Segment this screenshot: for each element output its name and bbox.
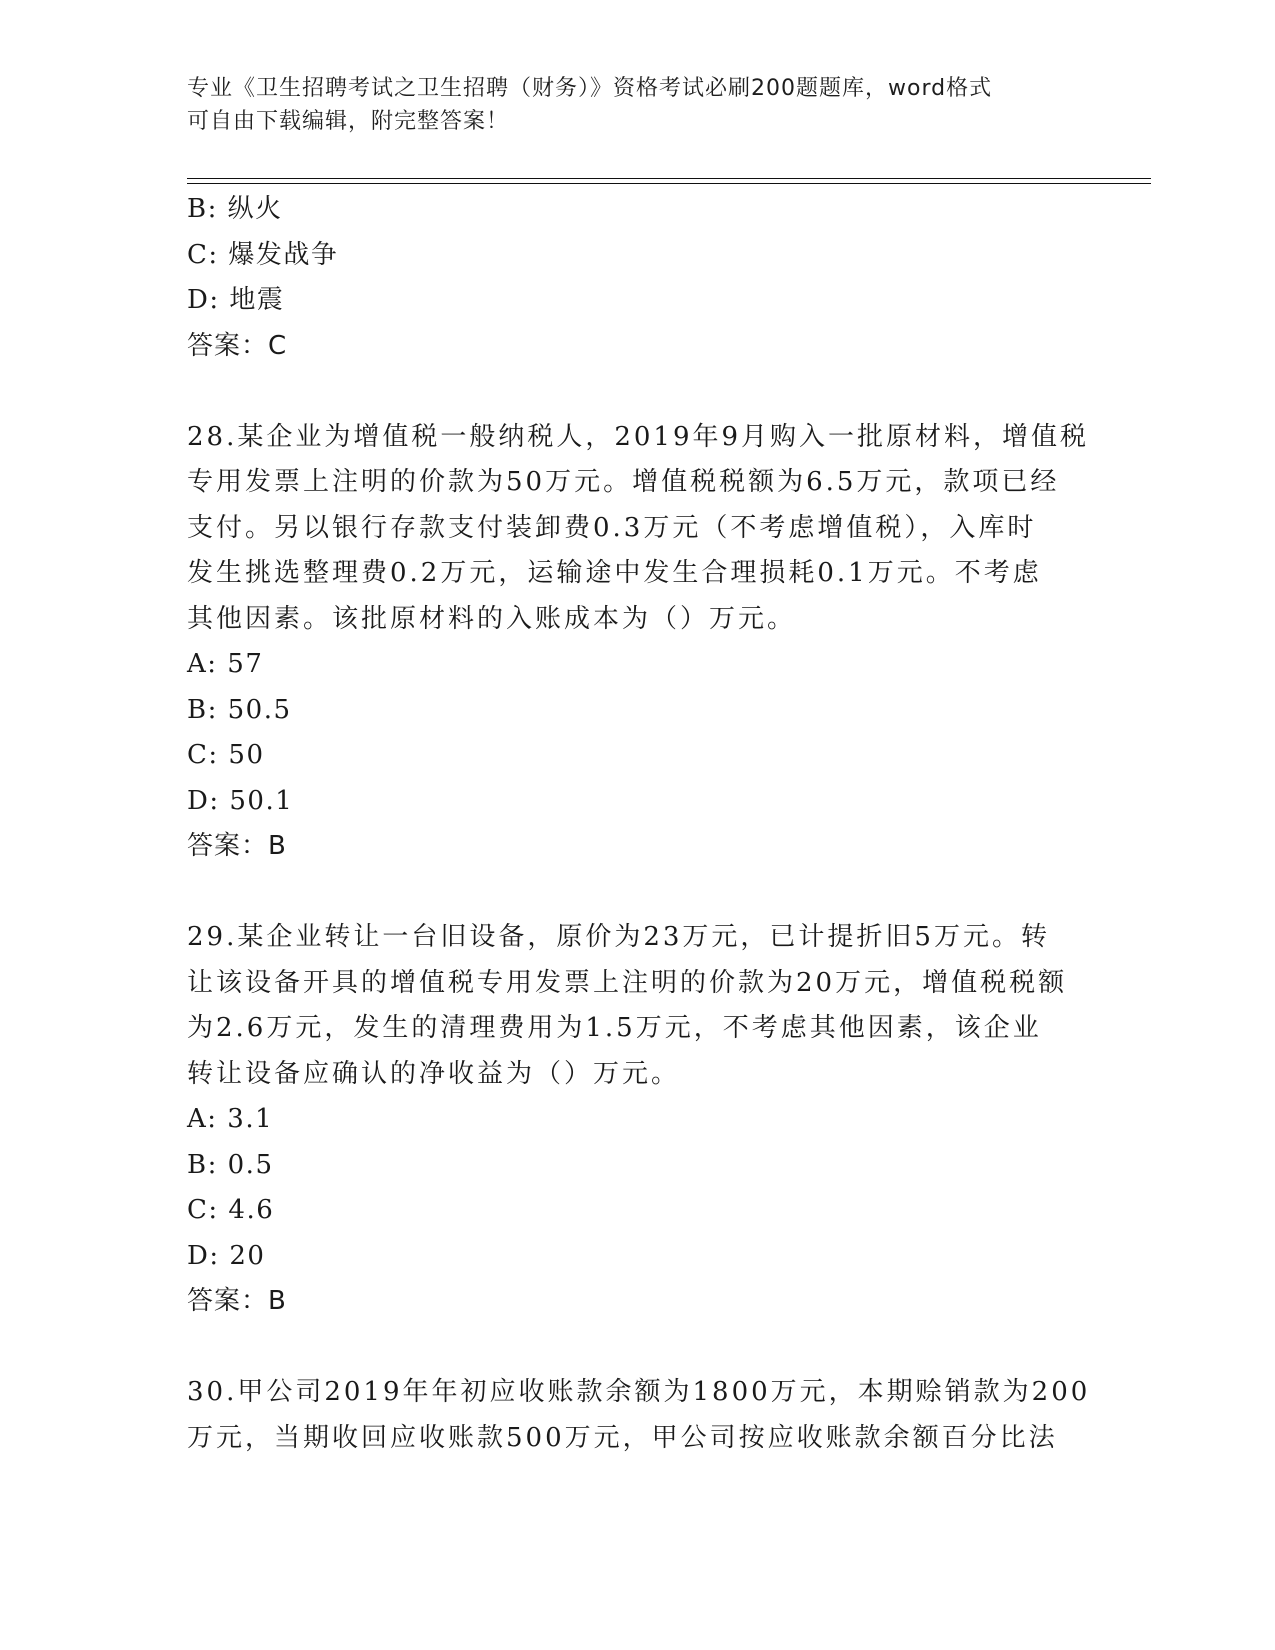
header-line-1: 专业《卫生招聘考试之卫生招聘（财务）》资格考试必刷200题题库，word格式 (187, 76, 993, 101)
option-a: A: 57 (187, 649, 264, 679)
question-text-line: 让该设备开具的增值税专用发票上注明的价款为20万元，增值税税额 (187, 967, 1068, 998)
option-c: C: 爆发战争 (187, 239, 339, 270)
question-text-line: 发生挑选整理费0.2万元，运输途中发生合理损耗0.1万元。不考虑 (187, 558, 1042, 588)
prev-question-block (187, 187, 1087, 369)
spacer (187, 870, 1087, 916)
question-28 (187, 415, 1090, 870)
question-text-line: 专用发票上注明的价款为50万元。增值税税额为6.5万元，款项已经 (187, 467, 1060, 497)
option-d: D: 地震 (187, 285, 285, 315)
question-30 (187, 1370, 1091, 1461)
question-text-line: 支付。另以银行存款支付装卸费0.3万元（不考虑增值税），入库时 (187, 512, 1037, 543)
answer-line: 答案：B (187, 831, 287, 861)
question-text-line: 其他因素。该批原材料的入账成本为（）万元。 (187, 603, 797, 634)
option-b: B: 0.5 (187, 1149, 274, 1180)
question-text-line: 为2.6万元，发生的清理费用为1.5万元，不考虑其他因素，该企业 (187, 1013, 1042, 1043)
question-text-line: 30.甲公司2019年年初应收账款余额为1800万元，本期赊销款为200 (187, 1377, 1091, 1407)
question-text-line: 28.某企业为增值税一般纳税人，2019年9月购入一批原材料，增值税 (187, 421, 1090, 452)
document-header (187, 72, 1067, 138)
option-d: D: 20 (187, 1240, 266, 1271)
option-a: A: 3.1 (187, 1104, 274, 1134)
question-29 (187, 915, 1087, 1325)
option-c: C: 50 (187, 740, 265, 770)
document-body (187, 187, 1091, 1461)
header-divider-top (187, 178, 1151, 179)
option-d: D: 50.1 (187, 785, 294, 816)
answer-line: 答案：B (187, 1286, 287, 1316)
spacer (187, 1325, 1087, 1371)
question-text-line: 29.某企业转让一台旧设备，原价为23万元，已计提折旧5万元。转 (187, 922, 1050, 952)
spacer (187, 369, 1087, 415)
question-text-line: 万元，当期收回应收账款500万元，甲公司按应收账款余额百分比法 (187, 1422, 1058, 1453)
header-divider-bottom (187, 183, 1151, 184)
question-text-line: 转让设备应确认的净收益为（）万元。 (187, 1058, 681, 1089)
answer-line: 答案：C (187, 330, 288, 361)
option-c: C: 4.6 (187, 1195, 275, 1225)
option-b: B: 纵火 (187, 194, 283, 224)
option-b: B: 50.5 (187, 694, 292, 725)
header-line-2: 可自由下载编辑，附完整答案！ (187, 109, 510, 134)
